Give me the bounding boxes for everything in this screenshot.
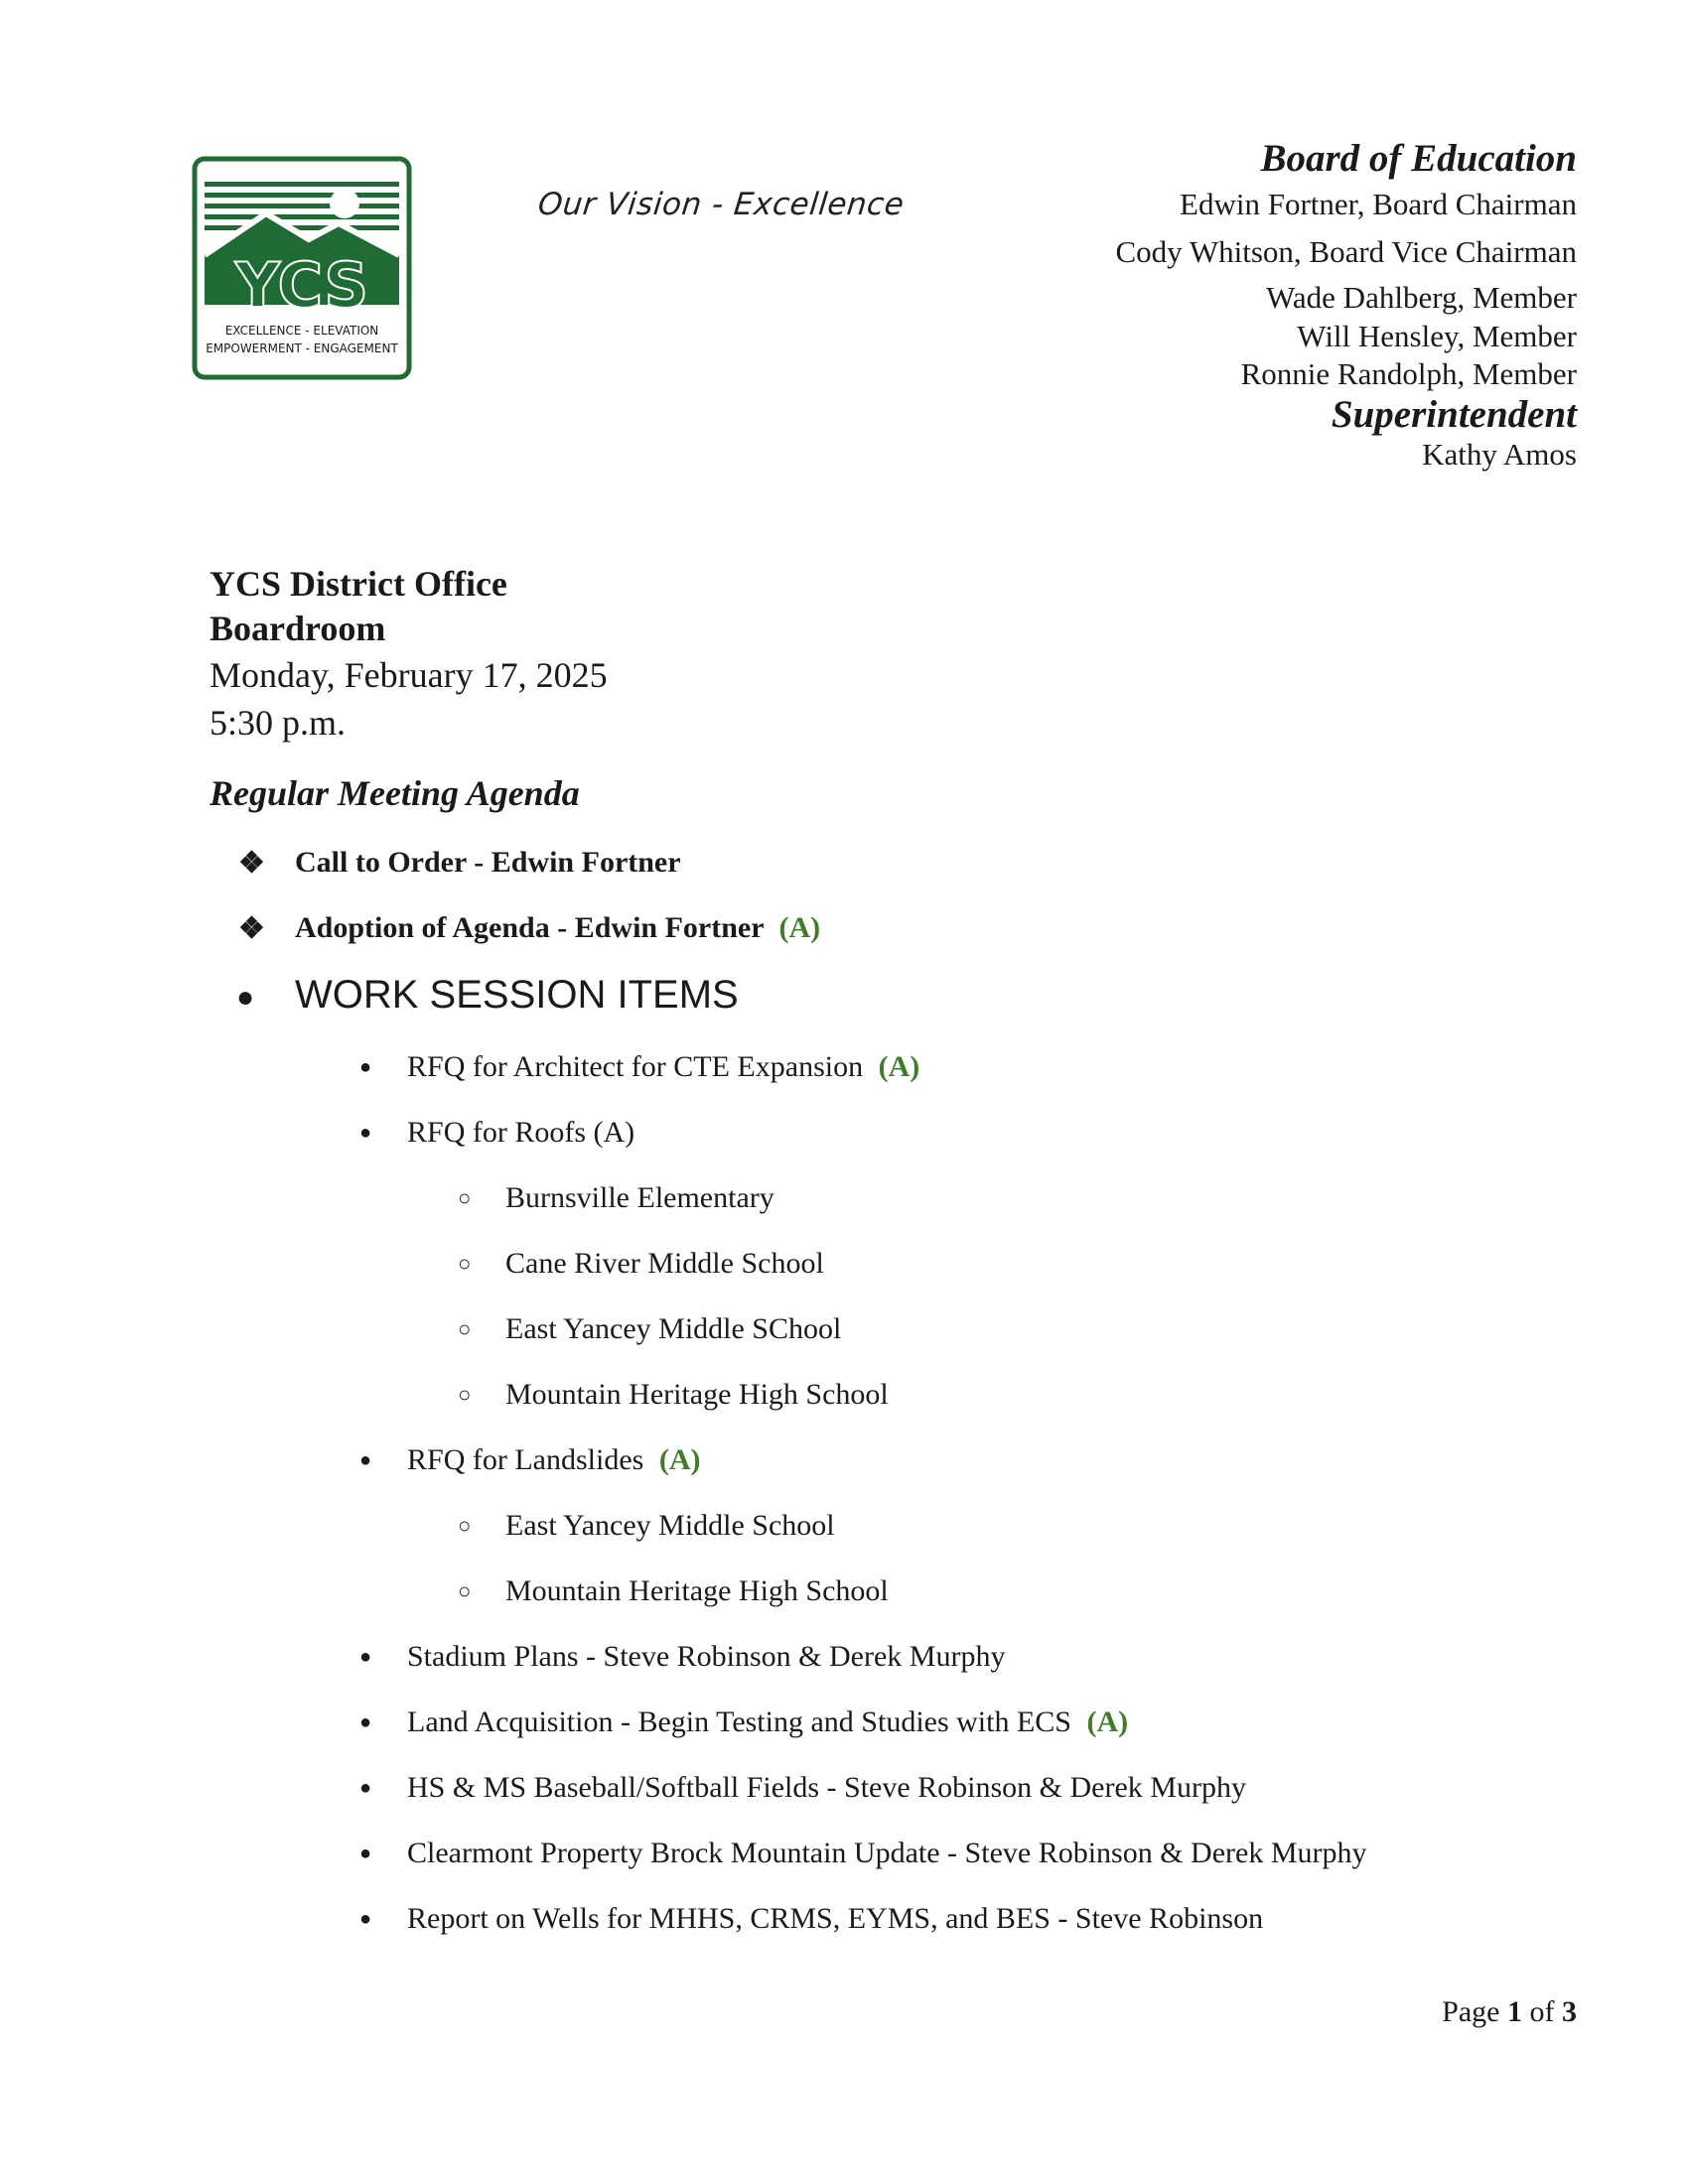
work-session-item [359, 1837, 1367, 1870]
bullet-icon: ● [236, 981, 255, 1014]
work-session-item-text: Stadium Plans - Steve Robinson & Derek Murphy [407, 1640, 1006, 1673]
circle-bullet-icon: ○ [458, 1578, 472, 1603]
diamond-bullet-icon: ❖ [238, 847, 265, 880]
work-session-title: WORK SESSION ITEMS [295, 973, 739, 1017]
work-session-item [359, 1116, 634, 1150]
meeting-venue [210, 562, 608, 747]
action-tag: (A) [778, 911, 821, 944]
board-member: Cody Whitson, Board Vice Chairman [1115, 234, 1577, 269]
work-session-item [359, 1443, 700, 1477]
page-total: 3 [1562, 1995, 1577, 2028]
board-member: Ronnie Randolph, Member [1240, 356, 1577, 391]
action-tag: (A) [878, 1050, 920, 1083]
agenda-item-text: Call to Order - Edwin Fortner [295, 846, 681, 879]
work-session-item [359, 1771, 1246, 1805]
agenda-item-text: Adoption of Agenda - Edwin Fortner [295, 911, 765, 944]
work-session-item-text: RFQ for Architect for CTE Expansion [407, 1050, 864, 1083]
meeting-date: Monday, February 17, 2025 [210, 655, 608, 695]
action-tag: (A) [1086, 1706, 1129, 1738]
sub-item-text: East Yancey Middle School [505, 1509, 835, 1542]
sub-item-text: Mountain Heritage High School [505, 1378, 889, 1411]
superintendent-heading: Superintendent [1331, 393, 1577, 436]
ycs-logo [192, 156, 412, 380]
logo-tagline-1: EXCELLENCE - ELEVATION [224, 324, 379, 338]
work-session-item [359, 1902, 1263, 1936]
circle-bullet-icon: ○ [458, 1316, 472, 1341]
work-session-item-text: RFQ for Roofs (A) [407, 1116, 635, 1149]
vision-statement: Our Vision - Excellence [536, 187, 907, 222]
work-session-item-text: Report on Wells for MHHS, CRMS, EYMS, and BES - Steve Robinson [407, 1902, 1264, 1935]
work-session-item-text: Land Acquisition - Begin Testing and Studies with ECS [407, 1706, 1071, 1738]
bullet-icon: ● [359, 1122, 372, 1144]
sub-item-text: Burnsville Elementary [505, 1181, 774, 1214]
work-session-item [359, 1050, 919, 1084]
agenda-title: Regular Meeting Agenda [210, 773, 580, 813]
circle-bullet-icon: ○ [458, 1382, 472, 1407]
venue-room: Boardroom [210, 609, 386, 648]
action-tag: (A) [658, 1443, 701, 1476]
superintendent-name: Kathy Amos [1422, 437, 1577, 472]
circle-bullet-icon: ○ [458, 1251, 472, 1276]
work-session-item [359, 1640, 1005, 1674]
work-session-item-text: RFQ for Landslides [407, 1443, 644, 1476]
page-current: 1 [1507, 1995, 1522, 2028]
sub-item [458, 1378, 889, 1412]
sub-item-text: Cane River Middle School [505, 1247, 824, 1280]
sub-item-text: Mountain Heritage High School [505, 1574, 889, 1607]
bullet-icon: ● [359, 1777, 372, 1799]
meeting-time: 5:30 p.m. [210, 703, 347, 743]
bullet-icon: ● [359, 1056, 372, 1078]
work-session-item [359, 1706, 1128, 1739]
sub-item [458, 1181, 774, 1215]
board-member: Edwin Fortner, Board Chairman [1180, 187, 1577, 221]
board-heading: Board of Education [1260, 137, 1577, 180]
circle-bullet-icon: ○ [458, 1185, 472, 1210]
page-number [1442, 1995, 1577, 2029]
board-member: Wade Dahlberg, Member [1266, 280, 1577, 315]
page-of: of [1529, 1995, 1555, 2028]
work-session-item-text: HS & MS Baseball/Softball Fields - Steve Robinson & Derek Murphy [407, 1771, 1246, 1804]
bullet-icon: ● [359, 1646, 372, 1668]
circle-bullet-icon: ○ [458, 1513, 472, 1538]
page-label: Page [1442, 1995, 1500, 2028]
sub-item [458, 1247, 824, 1281]
agenda-item [238, 911, 820, 945]
work-session-heading [236, 973, 739, 1018]
sub-item [458, 1312, 841, 1346]
logo-tagline-2: EMPOWERMENT - ENGAGEMENT [206, 341, 398, 355]
agenda-item [238, 846, 681, 880]
board-block [1115, 135, 1577, 473]
bullet-icon: ● [359, 1843, 372, 1864]
logo-initials: YCS [235, 249, 368, 322]
sub-item [458, 1574, 889, 1608]
bullet-icon: ● [359, 1711, 372, 1733]
sub-item [458, 1509, 835, 1543]
diamond-bullet-icon: ❖ [238, 912, 265, 945]
board-member: Will Hensley, Member [1297, 319, 1577, 353]
bullet-icon: ● [359, 1449, 372, 1471]
venue-location: YCS District Office [210, 564, 507, 604]
bullet-icon: ● [359, 1908, 372, 1930]
sub-item-text: East Yancey Middle SChool [505, 1312, 842, 1345]
work-session-item-text: Clearmont Property Brock Mountain Update - Steve Robinson & Derek Murphy [407, 1837, 1367, 1869]
